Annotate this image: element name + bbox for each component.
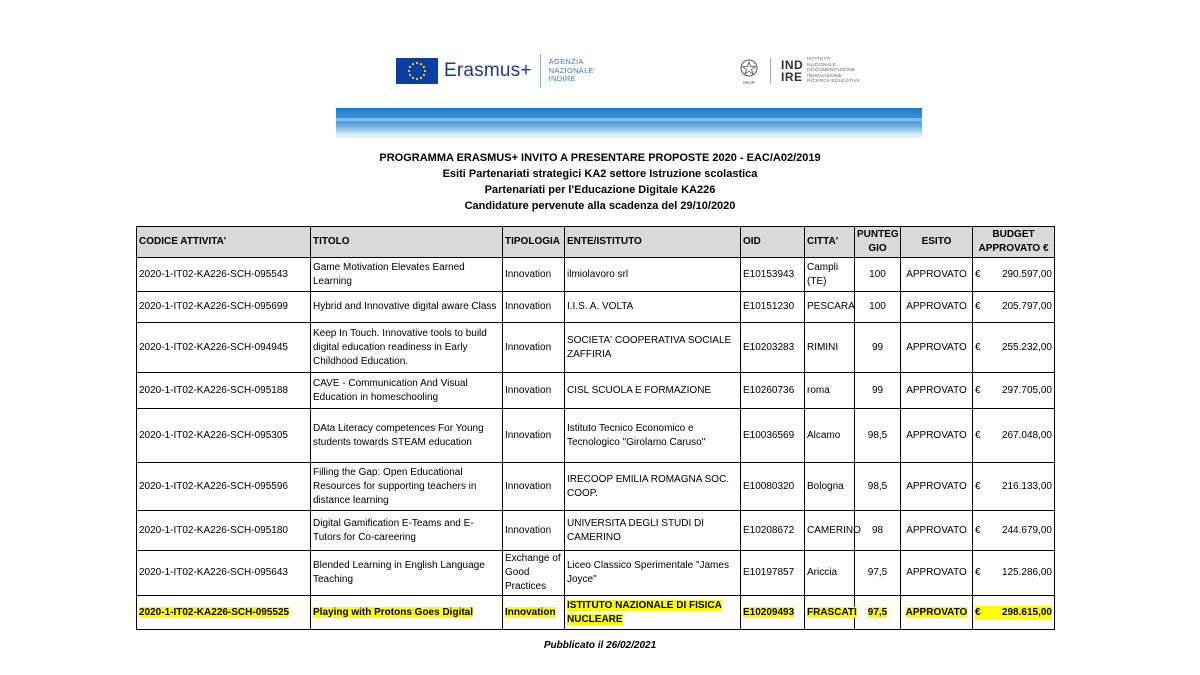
cell-city: roma <box>805 373 855 409</box>
highlighted-text: APPROVATO <box>905 606 968 618</box>
cell-city <box>805 596 855 630</box>
agency-line: NAZIONALE <box>548 65 594 75</box>
cell-type: Innovation <box>503 409 565 463</box>
miur-logo <box>738 58 760 85</box>
logo-divider <box>770 58 771 84</box>
table-row <box>137 511 1055 551</box>
cell-code: 2020-1-IT02-KA226-SCH-095188 <box>137 373 311 409</box>
cell-score: 98 <box>855 511 901 551</box>
cell-oid: E10080320 <box>741 463 805 511</box>
cell-city: RIMINI <box>805 323 855 373</box>
cell-title: Blended Learning in English Language Teaching <box>311 551 503 596</box>
cell-budget <box>973 511 1055 551</box>
indire-sub-line: INNOVAZIONE <box>807 73 843 79</box>
indire-sub-line: NAZIONALE <box>807 62 837 68</box>
cell-score: 98,5 <box>855 463 901 511</box>
miur-caption: MIUR <box>743 79 755 85</box>
cell-result: APPROVATO <box>901 409 973 463</box>
budget-value: 298.615,00 <box>1001 606 1052 618</box>
agency-label <box>549 58 594 84</box>
indire-lettering <box>781 59 803 83</box>
budget-value: 216.133,00 <box>1001 480 1052 492</box>
cell-title: Keep In Touch. Innovative tools to build digital education readiness in Early Childhood Education. <box>311 323 503 373</box>
table-row <box>137 323 1055 373</box>
indire-letters-bottom: IRE <box>781 70 803 84</box>
cell-title <box>311 596 503 630</box>
table-row <box>137 292 1055 323</box>
table-row-highlighted <box>137 596 1055 630</box>
cell-budget <box>973 292 1055 323</box>
cell-score <box>855 596 901 630</box>
budget-value: 290.597,00 <box>1001 268 1052 280</box>
cell-result: APPROVATO <box>901 323 973 373</box>
cell-oid: E10153943 <box>741 258 805 292</box>
cell-code: 2020-1-IT02-KA226-SCH-094945 <box>137 323 311 373</box>
cell-oid: E10203283 <box>741 323 805 373</box>
cell-institution: ilmiolavoro srl <box>565 258 741 292</box>
cell-institution: SOCIETA' COOPERATIVA SOCIALE ZAFFIRIA <box>565 323 741 373</box>
currency-symbol: € <box>975 384 981 396</box>
column-header: BUDGET APPROVATO € <box>973 227 1055 258</box>
cell-code: 2020-1-IT02-KA226-SCH-095643 <box>137 551 311 596</box>
column-header: ENTE/ISTITUTO <box>565 227 741 258</box>
budget-value: 297.705,00 <box>1001 384 1052 396</box>
budget-value: 267.048,00 <box>1001 429 1052 441</box>
cell-budget <box>973 258 1055 292</box>
cell-title: Filling the Gap: Open Educational Resources for supporting teachers in distance learning <box>311 463 503 511</box>
column-header: OID <box>741 227 805 258</box>
highlighted-text: 2020-1-IT02-KA226-SCH-095525 <box>139 606 290 618</box>
cell-type: Innovation <box>503 323 565 373</box>
cell-oid: E10208672 <box>741 511 805 551</box>
cell-institution: CISL SCUOLA E FORMAZIONE <box>565 373 741 409</box>
cell-city: Campli (TE) <box>805 258 855 292</box>
cell-title: Digital Gamification E-Teams and E-Tutors for Co-careering <box>311 511 503 551</box>
cell-city: CAMERINO <box>805 511 855 551</box>
document-title: PROGRAMMA ERASMUS+ INVITO A PRESENTARE PROPOSTE 2020 - EAC/A02/2019 <box>379 152 821 164</box>
column-header: CITTA' <box>805 227 855 258</box>
document-subtitle: Partenariati per l'Educazione Digitale KA226 <box>484 184 716 196</box>
cell-institution: Istituto Tecnico Economico e Tecnologico "Girolamo Caruso" <box>565 409 741 463</box>
highlighted-text: 97,5 <box>867 606 888 618</box>
cell-result: APPROVATO <box>901 258 973 292</box>
cell-oid: E10151230 <box>741 292 805 323</box>
table-row <box>137 551 1055 596</box>
currency-symbol: € <box>975 341 981 353</box>
cell-budget <box>973 323 1055 373</box>
cell-budget <box>973 551 1055 596</box>
document-subtitle: Candidature pervenute alla scadenza del 29/10/2020 <box>464 200 736 212</box>
cell-oid: E10197857 <box>741 551 805 596</box>
budget-value: 255.232,00 <box>1001 341 1052 353</box>
cell-result: APPROVATO <box>901 511 973 551</box>
agency-line: INDIRE <box>548 74 576 84</box>
cell-title: Hybrid and Innovative digital aware Class <box>311 292 503 323</box>
cell-title: DAta Literacy competences For Young students towards STEAM education <box>311 409 503 463</box>
italian-emblem-icon <box>738 58 760 80</box>
cell-score: 98,5 <box>855 409 901 463</box>
budget-value: 244.679,00 <box>1001 524 1052 536</box>
logo-divider <box>540 54 541 88</box>
currency-symbol: € <box>975 301 981 312</box>
cell-type <box>503 596 565 630</box>
table-row <box>137 373 1055 409</box>
indire-logo <box>738 56 860 86</box>
indire-sub-line: RICERCA EDUCATIVA <box>807 79 860 85</box>
erasmus-logo <box>396 52 606 90</box>
currency-symbol: € <box>975 268 981 280</box>
column-header: TIPOLOGIA <box>503 227 565 258</box>
currency-symbol: € <box>975 567 981 578</box>
cell-institution: IRECOOP EMILIA ROMAGNA SOC. COOP. <box>565 463 741 511</box>
document-subtitle: Esiti Partenariati strategici KA2 settore Istruzione scolastica <box>442 168 758 180</box>
currency-symbol: € <box>975 606 981 618</box>
currency-symbol: € <box>975 429 981 441</box>
cell-score: 100 <box>855 258 901 292</box>
indire-letters-top: IND <box>781 58 804 72</box>
cell-type: Innovation <box>503 511 565 551</box>
column-header: TITOLO <box>311 227 503 258</box>
eu-flag-icon <box>396 58 438 84</box>
table-row <box>137 409 1055 463</box>
cell-city: PESCARA <box>805 292 855 323</box>
cell-code <box>137 596 311 630</box>
column-header: PUNTEG GIO <box>855 227 901 258</box>
cell-score: 99 <box>855 323 901 373</box>
cell-type: Exchange of Good Practices <box>503 551 565 596</box>
cell-code: 2020-1-IT02-KA226-SCH-095699 <box>137 292 311 323</box>
highlighted-text: E10209493 <box>743 606 795 618</box>
cell-type: Innovation <box>503 292 565 323</box>
table-header-row <box>137 227 1055 258</box>
currency-symbol: € <box>975 524 981 536</box>
cell-type: Innovation <box>503 373 565 409</box>
cell-oid: E10260736 <box>741 373 805 409</box>
indire-subtitle <box>807 57 860 84</box>
cell-result: APPROVATO <box>901 463 973 511</box>
cell-result: APPROVATO <box>901 373 973 409</box>
highlighted-text: FRASCATI <box>807 606 857 618</box>
highlighted-text: Innovation <box>505 606 556 618</box>
cell-title: Game Motivation Elevates Earned Learning <box>311 258 503 292</box>
cell-title: CAVE - Communication And Visual Education in homeschooling <box>311 373 503 409</box>
cell-result: APPROVATO <box>901 551 973 596</box>
cell-institution: I.I.S. A. VOLTA <box>565 292 741 323</box>
agency-line: AGENZIA <box>548 57 584 67</box>
cell-type: Innovation <box>503 463 565 511</box>
cell-score: 100 <box>855 292 901 323</box>
cell-result <box>901 596 973 630</box>
cell-type: Innovation <box>503 258 565 292</box>
cell-institution: Liceo Classico Sperimentale "James Joyce" <box>565 551 741 596</box>
cell-score: 97,5 <box>855 551 901 596</box>
results-table <box>136 226 1055 630</box>
cell-city: Alcamo <box>805 409 855 463</box>
column-header: ESITO <box>901 227 973 258</box>
indire-sub-line: ISTITUTO <box>807 57 831 63</box>
currency-symbol: € <box>975 480 981 492</box>
budget-value: 205.797,00 <box>1001 301 1052 312</box>
highlighted-text: Playing with Protons Goes Digital <box>313 606 474 618</box>
cell-budget <box>973 463 1055 511</box>
cell-budget <box>973 596 1055 630</box>
table-row <box>137 258 1055 292</box>
cell-code: 2020-1-IT02-KA226-SCH-095180 <box>137 511 311 551</box>
erasmus-wordmark: Erasmus+ <box>444 60 532 81</box>
cell-oid: E10036569 <box>741 409 805 463</box>
cell-code: 2020-1-IT02-KA226-SCH-095305 <box>137 409 311 463</box>
decorative-banner <box>336 108 922 138</box>
cell-budget <box>973 373 1055 409</box>
publication-date: Pubblicato il 26/02/2021 <box>543 640 657 651</box>
cell-city: Bologna <box>805 463 855 511</box>
cell-code: 2020-1-IT02-KA226-SCH-095596 <box>137 463 311 511</box>
cell-city: Ariccia <box>805 551 855 596</box>
cell-budget <box>973 409 1055 463</box>
highlighted-text: ISTITUTO NAZIONALE DI FISICA NUCLEARE <box>567 599 722 625</box>
cell-oid <box>741 596 805 630</box>
cell-institution: UNIVERSITA DEGLI STUDI DI CAMERINO <box>565 511 741 551</box>
budget-value: 125.286,00 <box>1001 567 1052 578</box>
table-row <box>137 463 1055 511</box>
cell-institution <box>565 596 741 630</box>
column-header: CODICE ATTIVITA' <box>137 227 311 258</box>
indire-sub-line: DOCUMENTAZIONE <box>807 68 856 74</box>
cell-result: APPROVATO <box>901 292 973 323</box>
cell-score: 99 <box>855 373 901 409</box>
cell-code: 2020-1-IT02-KA226-SCH-095543 <box>137 258 311 292</box>
